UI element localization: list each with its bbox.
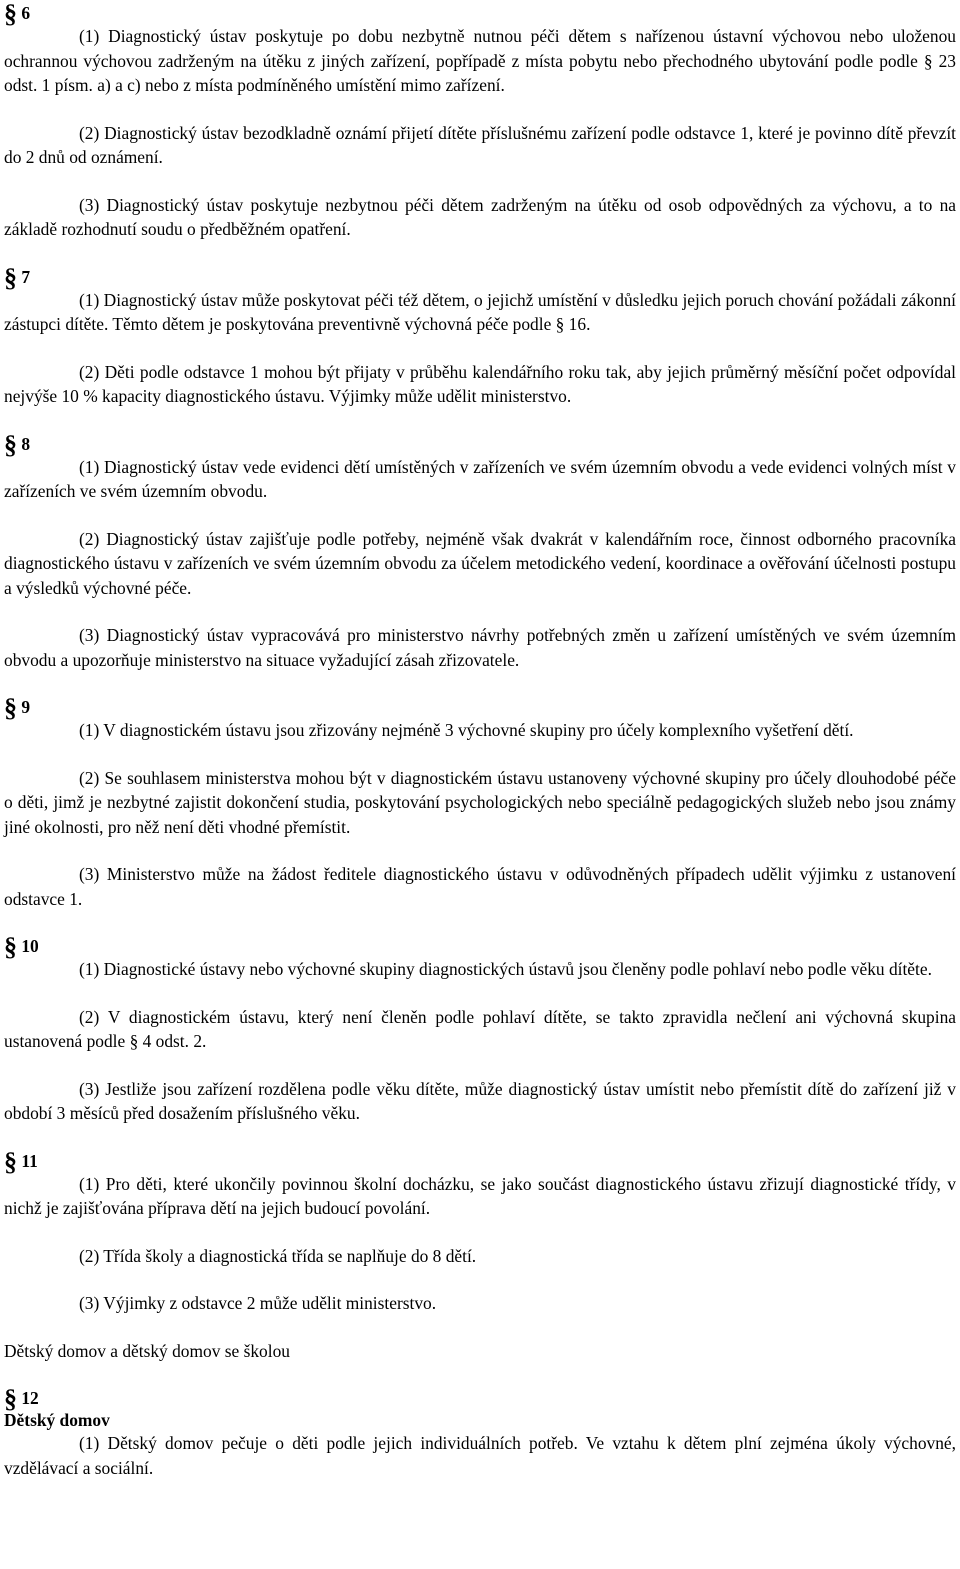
paragraph: (3) Diagnostický ústav poskytuje nezbytnou péči dětem zadrženým na útěku od osob odpovědných za výchovu, a to na základě rozhodnutí soudu o předběžném opatření.	[4, 194, 956, 239]
section-sign-icon: §	[4, 429, 17, 459]
section-heading	[4, 932, 956, 961]
section-6	[4, 0, 956, 242]
paragraph: (3) Jestliže jsou zařízení rozdělena podle věku dítěte, může diagnostický ústav umístit nebo přemístit dítě do zařízení již v období 3 měsíců před dosažením příslušného věku.	[4, 1078, 956, 1123]
section-sign-icon: §	[4, 932, 17, 961]
paragraph: (2) Se souhlasem ministerstva mohou být v diagnostickém ústavu ustanoveny výchovné skupiny pro účely dlouhodobé péče o děti, jimž je nezbytné zajistit dokončení studia, poskytování psychologických nebo speciálně pedagogických služeb nebo jsou známy jiné okolnosti, pro něž není děti vhodné přemístit.	[4, 767, 956, 837]
section-number: 8	[21, 433, 31, 454]
paragraph: (1) Diagnostické ústavy nebo výchovné skupiny diagnostických ústavů jsou členěny podle pohlaví nebo podle věku dítěte.	[79, 959, 932, 979]
section-heading	[4, 429, 956, 459]
paragraph: (1) Dětský domov pečuje o děti podle jejich individuálních potřeb. Ve vztahu k dětem plní zejména úkoly výchovné, vzdělávací a sociální.	[4, 1433, 956, 1478]
section-number: 12	[21, 1388, 39, 1408]
paragraph: (2) Diagnostický ústav bezodkladně oznámí přijetí dítěte příslušnému zařízení podle odstavce 1, které je povinno dítě převzít do 2 dnů od oznámení.	[4, 122, 956, 167]
section-11	[4, 1148, 956, 1316]
paragraph: (1) Diagnostický ústav může poskytovat péči též dětem, o jejichž umístění v důsledku jejich poruch chování požádali zákonní zástupci dítěte. Těmto dětem je poskytována preventivně výchovná péče podle § 16.	[4, 289, 956, 334]
section-12	[4, 1385, 956, 1480]
section-sign-icon: §	[4, 693, 17, 722]
paragraph: (3) Ministerstvo může na žádost ředitele diagnostického ústavu v odůvodněných případech udělit výjimku z ustanovení odstavce 1.	[4, 864, 956, 909]
section-sign-icon: §	[4, 1146, 17, 1176]
section-number: 9	[21, 697, 31, 717]
section-heading	[4, 1384, 956, 1413]
section-9	[4, 694, 956, 911]
paragraph: (1) Diagnostický ústav poskytuje po dobu nezbytně nutnou péči dětem s nařízenou ústavní výchovou nebo uloženou ochrannou výchovou zadrženým na útěku z jiných zařízení, popřípadě z místa pobytu nebo přechodného ubytování podle podle § 23 odst. 1 písm. a) a c) nebo z místa podmíněného umístění mimo zařízení.	[4, 26, 956, 95]
section-number: 10	[21, 936, 39, 956]
section-number: 7	[21, 266, 31, 287]
paragraph: (2) Třída školy a diagnostická třída se naplňuje do 8 dětí.	[79, 1245, 477, 1266]
section-number: 6	[21, 3, 31, 23]
section-sign-icon: §	[4, 0, 17, 28]
section-number: 11	[21, 1150, 38, 1171]
paragraph: (2) Diagnostický ústav zajišťuje podle potřeby, nejméně však dvakrát v kalendářním roce, činnost odborného pracovníka diagnostického ústavu v zařízeních ve svém územním obvodu za účelem metodického vedení, koordinace a ověřování účelnosti postupu a výsledků výchovné péče.	[4, 528, 956, 598]
paragraph: (3) Výjimky z odstavce 2 může udělit ministerstvo.	[79, 1293, 437, 1313]
paragraph: (2) V diagnostickém ústavu, který není členěn podle pohlaví dítěte, se takto zpravidla nečlení ani výchovná skupina ustanovená podle § 4 odst. 2.	[4, 1006, 956, 1051]
section-10	[4, 933, 956, 1126]
section-sign-icon: §	[4, 262, 17, 292]
paragraph: (1) Pro děti, které ukončily povinnou školní docházku, se jako součást diagnostického ústavu zřizují diagnostické třídy, v nichž je zajišťována příprava dětí na jejich budoucí povolání.	[4, 1173, 956, 1218]
part-heading: Dětský domov a dětský domov se školou	[4, 1340, 290, 1361]
section-heading	[4, 0, 956, 28]
section-7	[4, 264, 956, 409]
section-title: Dětský domov	[4, 1410, 110, 1430]
paragraph: (3) Diagnostický ústav vypracovává pro ministerstvo návrhy potřebných změn u zařízení umístěných ve svém územním obvodu a upozorňuje ministerstvo na situace vyžadující zásah zřizovatele.	[4, 625, 956, 670]
section-heading	[4, 693, 956, 722]
law-document	[4, 0, 956, 1480]
paragraph: (1) V diagnostickém ústavu jsou zřizovány nejméně 3 výchovné skupiny pro účely komplexního vyšetření dětí.	[79, 720, 854, 740]
section-sign-icon: §	[4, 1384, 17, 1413]
section-8	[4, 431, 956, 673]
section-heading	[4, 1146, 956, 1176]
paragraph: (1) Diagnostický ústav vede evidenci dětí umístěných v zařízeních ve svém územním obvodu a vede evidenci volných míst v zařízeních ve svém územním obvodu.	[4, 456, 956, 501]
paragraph: (2) Děti podle odstavce 1 mohou být přijaty v průběhu kalendářního roku tak, aby jejich průměrný měsíční počet odpovídal nejvýše 10 % kapacity diagnostického ústavu. Výjimky může udělit ministerstvo.	[4, 361, 956, 406]
section-heading	[4, 262, 956, 292]
